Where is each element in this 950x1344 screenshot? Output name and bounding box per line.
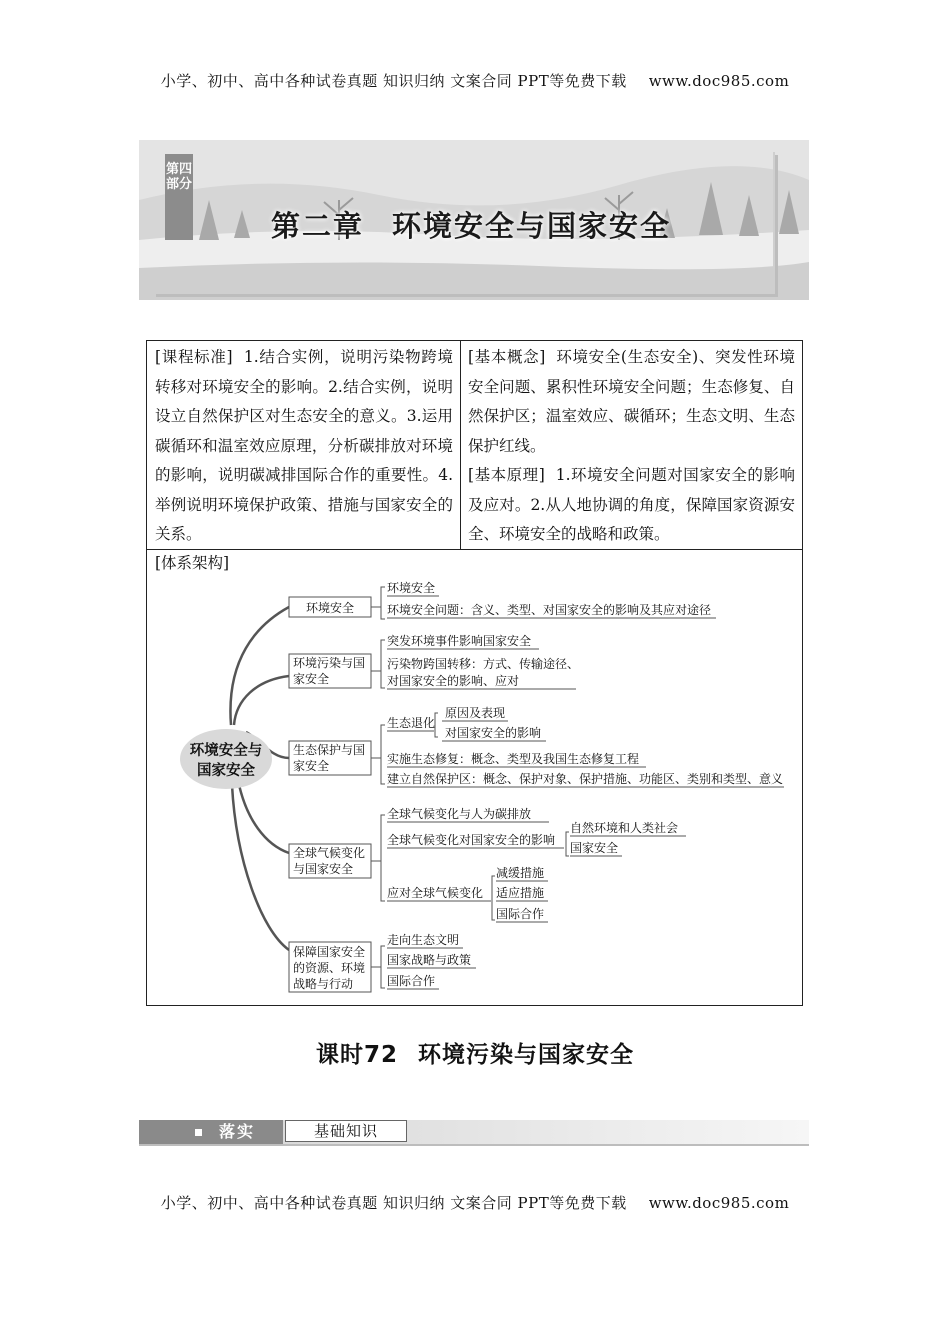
branch3-leaf-1: 实施生态修复：概念、类型及我国生态修复工程 xyxy=(387,752,640,766)
section-underline xyxy=(139,1144,809,1146)
header-site-link[interactable]: www.doc985.com xyxy=(648,72,790,90)
basic-principle-text: 1.环境安全问题对国家安全的影响及应对。2.从人地协调的角度，保障国家资源安全、环境安全的战略和政策。 xyxy=(468,466,795,543)
branch4-leaf-1: 全球气候变化与人为碳排放 xyxy=(387,807,532,821)
branch3-sub-leaf-1: 原因及表现 xyxy=(445,706,506,720)
branch-label-1: 环境安全 xyxy=(305,601,355,615)
branch5-label-line2: 的资源、环境 xyxy=(293,961,366,975)
root-label-line1: 环境安全与 xyxy=(189,742,263,759)
branch4-impact-leaf-1: 自然环境和人类社会 xyxy=(570,821,679,835)
chapter-number: 第二章 xyxy=(271,209,365,243)
branch4-response-leaf-1: 减缓措施 xyxy=(496,866,545,880)
section-tag-light: 基础知识 xyxy=(285,1120,407,1142)
branch3-leaf-2: 建立自然保护区：概念、保护对象、保护措施、功能区、类别和类型、意义 xyxy=(387,772,784,786)
branch2-leaf-1: 突发环境事件影响国家安全 xyxy=(387,634,532,648)
curriculum-standard-label: [课程标准] xyxy=(155,348,233,366)
branch5-leaf-2: 国家战略与政策 xyxy=(387,953,472,967)
basic-principle-label: [基本原理] xyxy=(468,466,545,484)
branch5-leaf-3: 国际合作 xyxy=(387,974,436,988)
architecture-label: [体系架构] xyxy=(155,554,230,572)
footer-site-link[interactable]: www.doc985.com xyxy=(648,1194,790,1212)
basic-concept-label: [基本概念] xyxy=(468,348,546,366)
branch1-leaf-1: 环境安全 xyxy=(387,581,436,595)
branch3-label-line2: 家安全 xyxy=(293,759,330,773)
branch3-sub-label: 生态退化 xyxy=(387,716,436,730)
part-tag: 第四部分 xyxy=(165,154,193,240)
basic-concept-text: 环境安全(生态安全)、突发性环境安全问题、累积性环境安全问题；生态修复、自然保护区；温室效应、碳循环；生态文明、生态保护红线。 xyxy=(468,348,795,455)
branch4-impact-leaf-2: 国家安全 xyxy=(570,841,619,855)
branch4-label-line2: 与国家安全 xyxy=(293,862,354,876)
section-tag-dark-label: 落实 xyxy=(219,1122,256,1141)
branch2-leaf-3: 对国家安全的影响、应对 xyxy=(387,674,520,688)
branch5-label-line1: 保障国家安全 xyxy=(293,945,366,959)
branch2-label-line1: 环境污染与国 xyxy=(293,656,366,670)
branch4-label-line1: 全球气候变化 xyxy=(293,846,366,860)
branch4-leaf-2: 全球气候变化对国家安全的影响 xyxy=(387,833,556,847)
curriculum-standard-text: 1.结合实例，说明污染物跨境转移对环境安全的影响。2.结合实例，说明设立自然保护区对生态安全的意义。3.运用碳循环和温室效应原理，分析碳排放对环境的影响，说明碳减排国际合作的重要性。4.举例说明环境保护政策、措施与国家安全的关系。 xyxy=(155,348,453,543)
page-footer xyxy=(0,1192,950,1213)
branch2-label-line2: 家安全 xyxy=(293,672,330,686)
branch1-leaf-2: 环境安全问题：含义、类型、对国家安全的影响及其应对途径 xyxy=(387,603,712,617)
root-label-line2: 国家安全 xyxy=(197,762,255,779)
branch3-label-line1: 生态保护与国 xyxy=(293,743,366,757)
branch2-leaf-2: 污染物跨国转移：方式、传输途径、 xyxy=(387,657,580,671)
branch4-response-leaf-2: 适应措施 xyxy=(496,886,545,900)
lesson-number: 课时72 xyxy=(315,1042,398,1068)
root-node xyxy=(180,729,272,789)
lesson-name: 环境污染与国家安全 xyxy=(418,1042,634,1068)
footer-text: 小学、初中、高中各种试卷真题 知识归纳 文案合同 PPT等免费下载 xyxy=(160,1194,627,1212)
section-tag-dark xyxy=(139,1120,283,1144)
chapter-banner xyxy=(139,140,809,300)
branch4-leaf-3: 应对全球气候变化 xyxy=(387,886,484,900)
branch4-response-leaf-3: 国际合作 xyxy=(496,907,545,921)
header-text: 小学、初中、高中各种试卷真题 知识归纳 文案合同 PPT等免费下载 xyxy=(160,72,627,90)
branch5-label-line3: 战略与行动 xyxy=(293,977,354,991)
lesson-title xyxy=(0,1036,950,1069)
mind-map xyxy=(146,340,803,1006)
branch3-sub-leaf-2: 对国家安全的影响 xyxy=(445,726,542,740)
chapter-name: 环境安全与国家安全 xyxy=(392,209,672,243)
section-bar xyxy=(139,1120,809,1146)
branch5-leaf-1: 走向生态文明 xyxy=(387,933,460,947)
square-bullet-icon xyxy=(195,1129,202,1136)
chapter-title xyxy=(271,204,671,245)
page-header xyxy=(0,70,950,91)
